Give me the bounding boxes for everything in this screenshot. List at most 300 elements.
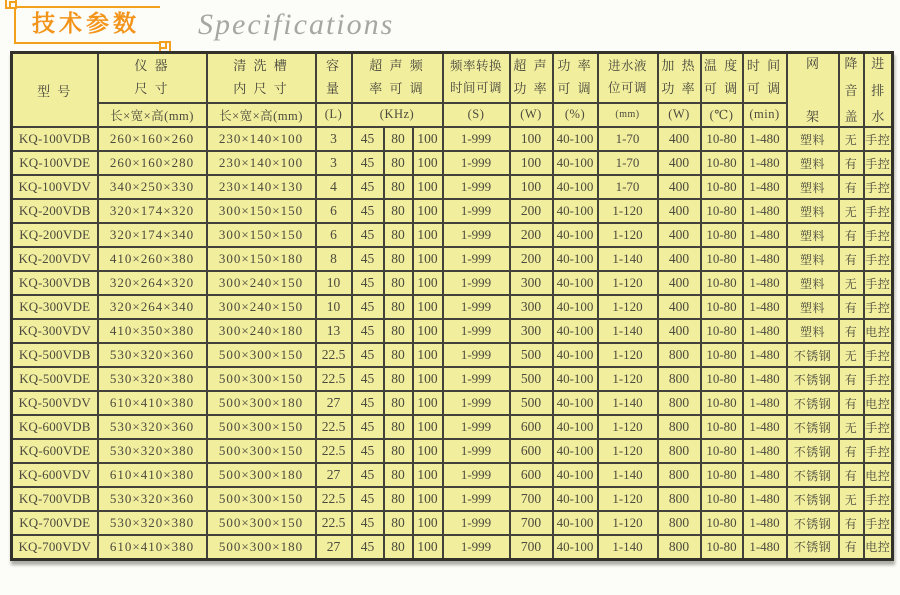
cell-instrument_size: 610×410×380 <box>98 391 207 415</box>
cell-model: KQ-700VDV <box>12 535 98 559</box>
cell-water_level: 1-70 <box>598 175 658 199</box>
cell-rack: 不锈钢 <box>787 511 839 535</box>
cell-us_power: 200 <box>510 199 553 223</box>
cell-model: KQ-600VDV <box>12 463 98 487</box>
cell-us_power: 700 <box>510 535 553 559</box>
cell-power_pct: 40-100 <box>553 151 598 175</box>
header-name-row <box>12 53 893 103</box>
unit-switch-time: (S) <box>443 103 510 127</box>
cell-capacity: 13 <box>316 319 352 343</box>
cell-f80: 80 <box>384 391 413 415</box>
cell-us_power: 300 <box>510 319 553 343</box>
cell-cover: 有 <box>839 439 864 463</box>
cell-drain: 手控 <box>864 415 893 439</box>
cell-f80: 80 <box>384 271 413 295</box>
col-header-tank-size <box>207 53 316 103</box>
cell-f100: 100 <box>413 415 443 439</box>
header-line: 可 调 <box>557 80 593 96</box>
col-header-switch-time <box>443 53 510 103</box>
col-header-time-range <box>743 53 787 103</box>
header-line: 加 热 <box>661 58 697 74</box>
cell-f100: 100 <box>413 199 443 223</box>
cell-capacity: 22.5 <box>316 415 352 439</box>
cell-f80: 80 <box>384 247 413 271</box>
cell-switch_time: 1-999 <box>443 319 510 343</box>
cell-power_pct: 40-100 <box>553 391 598 415</box>
cell-f80: 80 <box>384 151 413 175</box>
cell-f100: 100 <box>413 271 443 295</box>
cell-cover: 无 <box>839 343 864 367</box>
cell-f80: 80 <box>384 319 413 343</box>
cell-capacity: 4 <box>316 175 352 199</box>
cell-heat_power: 800 <box>658 439 701 463</box>
col-header-temp-range <box>701 53 743 103</box>
header-line: 进水液 <box>607 59 647 74</box>
cell-cover: 无 <box>839 199 864 223</box>
cell-f80: 80 <box>384 343 413 367</box>
unit-water-level: (mm) <box>598 103 658 127</box>
cell-f45: 45 <box>352 343 384 367</box>
cell-tank_size: 500×300×150 <box>207 511 316 535</box>
cell-switch_time: 1-999 <box>443 463 510 487</box>
cell-switch_time: 1-999 <box>443 511 510 535</box>
cell-f80: 80 <box>384 415 413 439</box>
cell-tank_size: 300×150×180 <box>207 247 316 271</box>
cell-water_level: 1-120 <box>598 271 658 295</box>
cell-drain: 手控 <box>864 127 893 151</box>
cell-capacity: 27 <box>316 463 352 487</box>
cell-rack: 塑料 <box>787 175 839 199</box>
cell-rack: 不锈钢 <box>787 439 839 463</box>
cell-time_range: 1-480 <box>743 343 787 367</box>
cell-water_level: 1-140 <box>598 463 658 487</box>
header-line: 内 尺 寸 <box>233 80 289 96</box>
cell-drain: 手控 <box>864 247 893 271</box>
cell-power_pct: 40-100 <box>553 319 598 343</box>
cell-power_pct: 40-100 <box>553 295 598 319</box>
cell-heat_power: 800 <box>658 367 701 391</box>
cell-power_pct: 40-100 <box>553 343 598 367</box>
cell-water_level: 1-120 <box>598 439 658 463</box>
cell-us_power: 200 <box>510 223 553 247</box>
unit-power-pct: (%) <box>553 103 598 127</box>
cell-time_range: 1-480 <box>743 511 787 535</box>
cell-capacity: 27 <box>316 535 352 559</box>
cell-power_pct: 40-100 <box>553 439 598 463</box>
cell-heat_power: 800 <box>658 343 701 367</box>
cell-time_range: 1-480 <box>743 367 787 391</box>
cell-drain: 手控 <box>864 367 893 391</box>
col-header-us-power <box>510 53 553 103</box>
cell-power_pct: 40-100 <box>553 511 598 535</box>
cell-f80: 80 <box>384 175 413 199</box>
cell-us_power: 600 <box>510 439 553 463</box>
cell-f45: 45 <box>352 199 384 223</box>
table-row <box>12 127 893 151</box>
vertical-header: 进 排 水 <box>871 56 885 124</box>
cell-drain: 手控 <box>864 511 893 535</box>
cell-temp_range: 10-80 <box>701 295 743 319</box>
cell-us_power: 200 <box>510 247 553 271</box>
cell-switch_time: 1-999 <box>443 127 510 151</box>
cell-switch_time: 1-999 <box>443 247 510 271</box>
unit-time-range: (min) <box>743 103 787 127</box>
col-header-water-level <box>598 53 658 103</box>
cell-drain: 电控 <box>864 535 893 559</box>
cell-temp_range: 10-80 <box>701 367 743 391</box>
cell-f45: 45 <box>352 247 384 271</box>
cell-f100: 100 <box>413 151 443 175</box>
cell-tank_size: 300×150×150 <box>207 223 316 247</box>
cell-water_level: 1-120 <box>598 415 658 439</box>
cell-time_range: 1-480 <box>743 439 787 463</box>
cell-switch_time: 1-999 <box>443 535 510 559</box>
cell-f80: 80 <box>384 535 413 559</box>
cell-instrument_size: 410×350×380 <box>98 319 207 343</box>
cell-f45: 45 <box>352 295 384 319</box>
header-line: 温 度 <box>703 58 740 74</box>
cell-instrument_size: 320×264×340 <box>98 295 207 319</box>
cell-temp_range: 10-80 <box>701 535 743 559</box>
cell-switch_time: 1-999 <box>443 199 510 223</box>
cell-f100: 100 <box>413 295 443 319</box>
cell-rack: 塑料 <box>787 247 839 271</box>
header-line: 仪 器 <box>134 58 170 74</box>
cell-heat_power: 400 <box>658 127 701 151</box>
cell-switch_time: 1-999 <box>443 271 510 295</box>
cell-rack: 塑料 <box>787 319 839 343</box>
cell-f45: 45 <box>352 463 384 487</box>
cell-rack: 塑料 <box>787 127 839 151</box>
col-header-heat-power <box>658 53 701 103</box>
cell-model: KQ-200VDV <box>12 247 98 271</box>
cell-tank_size: 300×240×150 <box>207 295 316 319</box>
cell-heat_power: 800 <box>658 391 701 415</box>
cell-switch_time: 1-999 <box>443 439 510 463</box>
cell-tank_size: 500×300×180 <box>207 463 316 487</box>
table-row <box>12 487 893 511</box>
cell-rack: 塑料 <box>787 151 839 175</box>
cell-temp_range: 10-80 <box>701 415 743 439</box>
cell-us_power: 100 <box>510 127 553 151</box>
cell-water_level: 1-120 <box>598 199 658 223</box>
cell-us_power: 700 <box>510 487 553 511</box>
cell-power_pct: 40-100 <box>553 175 598 199</box>
header-line: 可 调 <box>746 80 783 96</box>
cell-time_range: 1-480 <box>743 391 787 415</box>
header-line: 频率转换 <box>449 59 502 74</box>
cell-model: KQ-100VDV <box>12 175 98 199</box>
cell-capacity: 22.5 <box>316 343 352 367</box>
cell-power_pct: 40-100 <box>553 127 598 151</box>
cell-heat_power: 400 <box>658 295 701 319</box>
cell-rack: 塑料 <box>787 295 839 319</box>
cell-heat_power: 800 <box>658 511 701 535</box>
header-line: 超 声 频 <box>369 58 425 74</box>
cell-capacity: 27 <box>316 391 352 415</box>
cell-power_pct: 40-100 <box>553 271 598 295</box>
vertical-header: 降 音 盖 <box>844 56 858 124</box>
cell-capacity: 6 <box>316 223 352 247</box>
title-ornament-topleft-icon <box>5 0 17 9</box>
col-header-power-pct <box>553 53 598 103</box>
table-row <box>12 247 893 271</box>
table-row <box>12 367 893 391</box>
cell-tank_size: 500×300×150 <box>207 367 316 391</box>
col-header-cover <box>839 53 864 128</box>
cell-rack: 塑料 <box>787 223 839 247</box>
cell-model: KQ-500VDB <box>12 343 98 367</box>
table-row <box>12 295 893 319</box>
cell-f100: 100 <box>413 367 443 391</box>
cell-capacity: 6 <box>316 199 352 223</box>
col-header-frequency <box>352 53 443 103</box>
col-header-capacity <box>316 53 352 103</box>
cell-tank_size: 300×240×150 <box>207 271 316 295</box>
cell-cover: 有 <box>839 463 864 487</box>
cell-capacity: 3 <box>316 151 352 175</box>
cell-f80: 80 <box>384 367 413 391</box>
cell-drain: 手控 <box>864 271 893 295</box>
cell-heat_power: 800 <box>658 415 701 439</box>
cell-cover: 有 <box>839 223 864 247</box>
cell-cover: 无 <box>839 271 864 295</box>
cell-us_power: 500 <box>510 391 553 415</box>
cell-tank_size: 230×140×100 <box>207 151 316 175</box>
header-line: 时间可调 <box>449 80 502 95</box>
cell-cover: 有 <box>839 247 864 271</box>
cell-heat_power: 400 <box>658 271 701 295</box>
cell-water_level: 1-140 <box>598 391 658 415</box>
cell-rack: 不锈钢 <box>787 367 839 391</box>
cell-model: KQ-700VDE <box>12 511 98 535</box>
cell-power_pct: 40-100 <box>553 535 598 559</box>
cell-cover: 无 <box>839 127 864 151</box>
table-row <box>12 319 893 343</box>
cell-f45: 45 <box>352 127 384 151</box>
cell-cover: 有 <box>839 367 864 391</box>
cell-us_power: 300 <box>510 271 553 295</box>
cell-f100: 100 <box>413 343 443 367</box>
cell-f80: 80 <box>384 487 413 511</box>
cell-temp_range: 10-80 <box>701 271 743 295</box>
cell-instrument_size: 610×410×380 <box>98 535 207 559</box>
cell-water_level: 1-140 <box>598 247 658 271</box>
cell-switch_time: 1-999 <box>443 487 510 511</box>
header-line: 功 率 <box>661 80 697 96</box>
cell-temp_range: 10-80 <box>701 127 743 151</box>
cell-f80: 80 <box>384 199 413 223</box>
cell-cover: 有 <box>839 535 864 559</box>
cell-cover: 无 <box>839 487 864 511</box>
cell-f45: 45 <box>352 271 384 295</box>
cell-temp_range: 10-80 <box>701 511 743 535</box>
cell-time_range: 1-480 <box>743 247 787 271</box>
cell-time_range: 1-480 <box>743 199 787 223</box>
page-title: 技术参数 <box>32 10 140 37</box>
cell-f80: 80 <box>384 511 413 535</box>
cell-power_pct: 40-100 <box>553 415 598 439</box>
cell-us_power: 700 <box>510 511 553 535</box>
table-row <box>12 415 893 439</box>
cell-time_range: 1-480 <box>743 535 787 559</box>
header-line: 可 调 <box>703 80 740 96</box>
cell-capacity: 8 <box>316 247 352 271</box>
cell-temp_range: 10-80 <box>701 319 743 343</box>
cell-heat_power: 400 <box>658 175 701 199</box>
cell-rack: 塑料 <box>787 199 839 223</box>
cell-switch_time: 1-999 <box>443 223 510 247</box>
cell-switch_time: 1-999 <box>443 343 510 367</box>
cell-switch_time: 1-999 <box>443 415 510 439</box>
col-header-rack <box>787 53 839 128</box>
unit-heat-power: (W) <box>658 103 701 127</box>
cell-instrument_size: 320×174×320 <box>98 199 207 223</box>
cell-f45: 45 <box>352 535 384 559</box>
table-row <box>12 271 893 295</box>
cell-cover: 无 <box>839 415 864 439</box>
cell-cover: 有 <box>839 511 864 535</box>
cell-heat_power: 400 <box>658 247 701 271</box>
cell-power_pct: 40-100 <box>553 199 598 223</box>
cell-switch_time: 1-999 <box>443 391 510 415</box>
cell-heat_power: 400 <box>658 199 701 223</box>
header-line: 位可调 <box>607 80 647 95</box>
cell-capacity: 22.5 <box>316 367 352 391</box>
cell-f45: 45 <box>352 391 384 415</box>
cell-model: KQ-500VDE <box>12 367 98 391</box>
table-row <box>12 391 893 415</box>
cell-drain: 手控 <box>864 199 893 223</box>
unit-instrument-size: 长×宽×高(mm) <box>98 103 207 127</box>
cell-us_power: 500 <box>510 367 553 391</box>
cell-rack: 不锈钢 <box>787 391 839 415</box>
cell-heat_power: 400 <box>658 223 701 247</box>
cell-f45: 45 <box>352 367 384 391</box>
cell-time_range: 1-480 <box>743 127 787 151</box>
cell-f100: 100 <box>413 127 443 151</box>
cell-power_pct: 40-100 <box>553 247 598 271</box>
unit-us-power: (W) <box>510 103 553 127</box>
col-header-drain <box>864 53 893 128</box>
cell-f100: 100 <box>413 487 443 511</box>
table-row <box>12 511 893 535</box>
cell-instrument_size: 530×320×360 <box>98 343 207 367</box>
cell-water_level: 1-120 <box>598 511 658 535</box>
cell-instrument_size: 260×160×280 <box>98 151 207 175</box>
cell-f45: 45 <box>352 151 384 175</box>
header-line: 清 洗 槽 <box>233 58 289 74</box>
cell-water_level: 1-120 <box>598 367 658 391</box>
cell-water_level: 1-140 <box>598 319 658 343</box>
cell-temp_range: 10-80 <box>701 343 743 367</box>
cell-cover: 有 <box>839 391 864 415</box>
cell-time_range: 1-480 <box>743 319 787 343</box>
cell-power_pct: 40-100 <box>553 487 598 511</box>
cell-temp_range: 10-80 <box>701 487 743 511</box>
cell-f45: 45 <box>352 487 384 511</box>
cell-instrument_size: 260×160×260 <box>98 127 207 151</box>
header-line: 率 可 调 <box>369 80 425 96</box>
page-subtitle: Specifications <box>198 8 395 41</box>
header-line: 超 声 <box>513 58 549 74</box>
cell-tank_size: 500×300×150 <box>207 487 316 511</box>
cell-f100: 100 <box>413 247 443 271</box>
cell-temp_range: 10-80 <box>701 151 743 175</box>
cell-instrument_size: 410×260×380 <box>98 247 207 271</box>
page-header <box>14 3 394 47</box>
cell-instrument_size: 320×174×340 <box>98 223 207 247</box>
cell-time_range: 1-480 <box>743 463 787 487</box>
unit-frequency: (KHz) <box>352 103 443 127</box>
cell-time_range: 1-480 <box>743 415 787 439</box>
cell-tank_size: 500×300×150 <box>207 343 316 367</box>
table-row <box>12 439 893 463</box>
cell-drain: 手控 <box>864 223 893 247</box>
cell-time_range: 1-480 <box>743 223 787 247</box>
cell-heat_power: 800 <box>658 487 701 511</box>
cell-water_level: 1-70 <box>598 127 658 151</box>
cell-us_power: 300 <box>510 295 553 319</box>
cell-rack: 不锈钢 <box>787 487 839 511</box>
cell-power_pct: 40-100 <box>553 223 598 247</box>
cell-time_range: 1-480 <box>743 271 787 295</box>
cell-rack: 不锈钢 <box>787 463 839 487</box>
table-row <box>12 175 893 199</box>
table-row <box>12 223 893 247</box>
cell-power_pct: 40-100 <box>553 367 598 391</box>
cell-f45: 45 <box>352 439 384 463</box>
cell-drain: 手控 <box>864 295 893 319</box>
cell-us_power: 100 <box>510 175 553 199</box>
cell-temp_range: 10-80 <box>701 391 743 415</box>
cell-f80: 80 <box>384 463 413 487</box>
cell-us_power: 600 <box>510 463 553 487</box>
cell-tank_size: 300×240×180 <box>207 319 316 343</box>
cell-temp_range: 10-80 <box>701 175 743 199</box>
cell-f80: 80 <box>384 223 413 247</box>
cell-f100: 100 <box>413 535 443 559</box>
header-line: 功 率 <box>513 80 549 96</box>
cell-f45: 45 <box>352 511 384 535</box>
cell-f100: 100 <box>413 175 443 199</box>
cell-model: KQ-700VDB <box>12 487 98 511</box>
cell-f100: 100 <box>413 463 443 487</box>
cell-tank_size: 500×300×150 <box>207 415 316 439</box>
cell-f100: 100 <box>413 391 443 415</box>
cell-model: KQ-100VDB <box>12 127 98 151</box>
cell-instrument_size: 530×320×360 <box>98 415 207 439</box>
cell-f45: 45 <box>352 319 384 343</box>
header-line: 功 率 <box>557 58 593 74</box>
header-unit-row <box>12 103 893 127</box>
cell-power_pct: 40-100 <box>553 463 598 487</box>
cell-instrument_size: 530×320×380 <box>98 439 207 463</box>
cell-instrument_size: 610×410×380 <box>98 463 207 487</box>
cell-switch_time: 1-999 <box>443 151 510 175</box>
cell-capacity: 10 <box>316 295 352 319</box>
cell-us_power: 600 <box>510 415 553 439</box>
cell-f45: 45 <box>352 415 384 439</box>
cell-us_power: 500 <box>510 343 553 367</box>
cell-f100: 100 <box>413 223 443 247</box>
cell-tank_size: 500×300×180 <box>207 535 316 559</box>
cell-capacity: 10 <box>316 271 352 295</box>
cell-rack: 塑料 <box>787 271 839 295</box>
cell-time_range: 1-480 <box>743 295 787 319</box>
cell-instrument_size: 530×320×360 <box>98 487 207 511</box>
cell-drain: 手控 <box>864 175 893 199</box>
